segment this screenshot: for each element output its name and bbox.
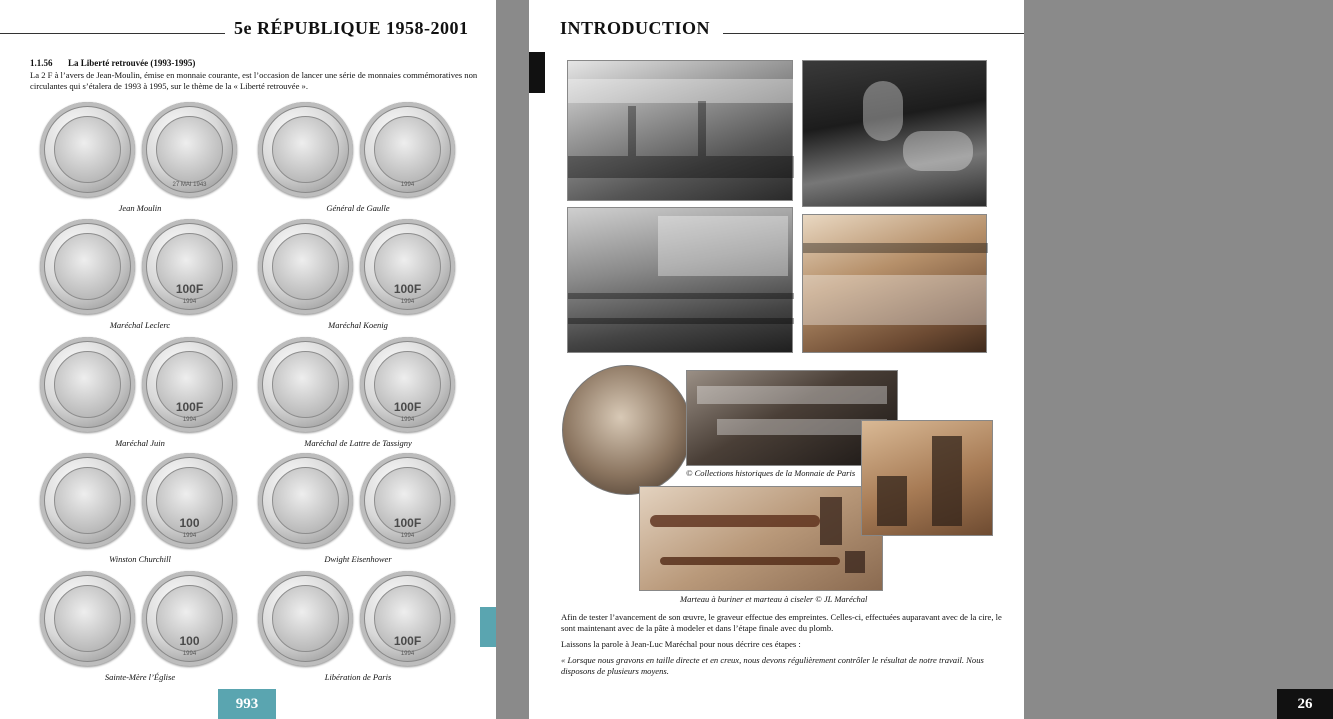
page-title: 5e RÉPUBLIQUE 1958-2001 bbox=[234, 18, 469, 38]
coin-reverse bbox=[142, 219, 237, 314]
coin-pair bbox=[40, 102, 250, 217]
section-number: 1.1.56 bbox=[30, 58, 53, 68]
coin-obverse bbox=[258, 453, 353, 548]
coin-reverse bbox=[142, 102, 237, 197]
photo-credit: © Collections historiques de la Monnaie de Paris bbox=[686, 468, 856, 478]
coin-value: 100 bbox=[179, 634, 200, 648]
coin-value: 100F bbox=[175, 400, 204, 414]
header-rule bbox=[723, 33, 1024, 34]
coin-year: 1994 bbox=[400, 417, 415, 423]
coin-obverse bbox=[40, 453, 135, 548]
coin-obverse bbox=[40, 219, 135, 314]
coin-value: 100 bbox=[179, 516, 200, 530]
coin-obverse bbox=[40, 571, 135, 666]
coin-pair bbox=[258, 337, 468, 452]
body-paragraph: Laissons la parole à Jean-Luc Maréchal pour nous décrire ces étapes : bbox=[561, 639, 801, 649]
coin-caption: Maréchal Juin bbox=[115, 438, 165, 448]
coin-value: 100F bbox=[393, 516, 422, 530]
section-heading bbox=[30, 58, 195, 68]
coin-pair bbox=[258, 102, 468, 217]
coin-caption: Libération de Paris bbox=[324, 672, 392, 682]
body-text bbox=[561, 612, 1005, 682]
coin-caption: Sainte-Mère l’Église bbox=[104, 672, 176, 682]
engravers-room-photo bbox=[567, 207, 793, 353]
coin-reverse bbox=[360, 453, 455, 548]
page-number: 993 bbox=[218, 689, 276, 719]
coin-value: 100F bbox=[175, 282, 204, 296]
coin-reverse bbox=[360, 102, 455, 197]
coin-obverse bbox=[258, 571, 353, 666]
coin-year: 1994 bbox=[182, 417, 197, 423]
coin-pair bbox=[40, 453, 250, 568]
coin-caption: Jean Moulin bbox=[118, 203, 162, 213]
page-number: 26 bbox=[1277, 689, 1333, 719]
coin-year: 1994 bbox=[182, 533, 197, 539]
coin-caption: Dwight Eisenhower bbox=[324, 554, 392, 564]
coin-caption: Maréchal de Lattre de Tassigny bbox=[304, 438, 412, 448]
coin-year: 1994 bbox=[182, 651, 197, 657]
body-paragraph: Afin de tester l’avancement de son œuvre, le graveur effectue des empreintes. Celles-ci, effectuées auparavant avec de la cire, le sont maintenant avec de la pâte à modeler et dans l’étape finale avec du plomb. bbox=[561, 612, 1002, 633]
coin-pair bbox=[258, 453, 468, 568]
coin-year: 1994 bbox=[400, 533, 415, 539]
coin-pair bbox=[258, 219, 468, 334]
coin-obverse bbox=[258, 102, 353, 197]
hammers-photo bbox=[639, 486, 883, 591]
coin-obverse bbox=[258, 219, 353, 314]
coin-obverse bbox=[40, 337, 135, 432]
punches-closeup-photo bbox=[562, 365, 692, 495]
coin-year: 1994 bbox=[182, 299, 197, 305]
chasing-hammers-photo bbox=[861, 420, 993, 536]
intro-paragraph: La 2 F à l’avers de Jean-Moulin, émise en monnaie courante, est l’occasion de lancer une série de monnaies commémoratives non circulantes qui s’étalera de 1993 à 1995, sur le thème de la « Liberté retrouvée ». bbox=[30, 70, 478, 91]
coin-reverse bbox=[142, 453, 237, 548]
quote-paragraph: « Lorsque nous gravons en taille directe et en creux, nous devons régulièrement contrôler le résultat de notre travail. Nous disposons de plusieurs moyens. bbox=[561, 655, 984, 676]
coin-pair bbox=[40, 571, 250, 686]
coin-value: 100F bbox=[393, 400, 422, 414]
coin-caption: Winston Churchill bbox=[109, 554, 171, 564]
coin-reverse bbox=[142, 337, 237, 432]
page-title: INTRODUCTION bbox=[560, 18, 711, 38]
coin-value: 100F bbox=[393, 634, 422, 648]
coin-year: 1994 bbox=[400, 651, 415, 657]
coin-caption: Maréchal Leclerc bbox=[109, 320, 171, 330]
coin-pair bbox=[40, 337, 250, 452]
coin-obverse bbox=[258, 337, 353, 432]
header-rule bbox=[0, 33, 225, 34]
coin-reverse bbox=[142, 571, 237, 666]
coin-caption: Général de Gaulle bbox=[326, 203, 390, 213]
coin-reverse bbox=[360, 337, 455, 432]
photo-caption: Marteau à buriner et marteau à ciseler © JL Maréchal bbox=[680, 594, 868, 604]
coin-reverse bbox=[360, 571, 455, 666]
coin-pair bbox=[258, 571, 468, 686]
coin-obverse bbox=[40, 102, 135, 197]
section-title: La Liberté retrouvée (1993-1995) bbox=[68, 58, 196, 68]
side-tab bbox=[480, 607, 496, 647]
workbench-photo bbox=[802, 214, 987, 353]
coin-year: 1994 bbox=[400, 182, 415, 188]
side-tab bbox=[529, 52, 545, 93]
coin-reverse bbox=[360, 219, 455, 314]
coin-value: 100F bbox=[393, 282, 422, 296]
left-page bbox=[0, 0, 496, 719]
coin-pair bbox=[40, 219, 250, 334]
engraver-hands-photo bbox=[802, 60, 987, 207]
coin-year: 27 MAI 1943 bbox=[172, 182, 207, 188]
coin-year: 1994 bbox=[400, 299, 415, 305]
coin-caption: Maréchal Koenig bbox=[328, 320, 388, 330]
workshop-photo bbox=[567, 60, 793, 201]
